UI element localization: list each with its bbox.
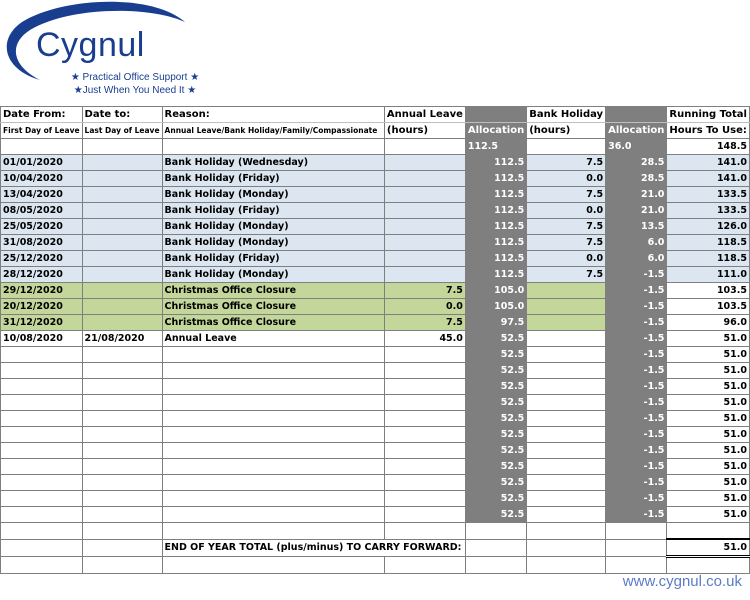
- date-to-cell: [82, 219, 162, 235]
- date-from-cell: 25/05/2020: [1, 219, 83, 235]
- bh-allocation-cell: 6.0: [606, 235, 667, 251]
- bank-holiday-cell: [527, 475, 606, 491]
- annual-leave-cell: [384, 491, 465, 507]
- running-total-cell: 103.5: [667, 283, 750, 299]
- running-total-cell: 126.0: [667, 219, 750, 235]
- running-total-cell: 133.5: [667, 203, 750, 219]
- running-total-cell: 111.0: [667, 267, 750, 283]
- table-row: [1, 235, 750, 251]
- bank-holiday-cell: [527, 363, 606, 379]
- running-total-cell: 51.0: [667, 363, 750, 379]
- date-from-cell: 08/05/2020: [1, 203, 83, 219]
- date-to-cell: [82, 363, 162, 379]
- annual-leave-cell: [384, 251, 465, 267]
- reason-cell: [162, 475, 384, 491]
- reason-cell: [162, 491, 384, 507]
- date-to-cell: [82, 283, 162, 299]
- col-subheader: First Day of Leave: [1, 123, 83, 139]
- bh-allocation-cell: 21.0: [606, 203, 667, 219]
- col-subheader: Allocation: [465, 123, 526, 139]
- date-to-cell: [82, 395, 162, 411]
- running-total-cell: 51.0: [667, 443, 750, 459]
- annual-leave-cell: 0.0: [384, 299, 465, 315]
- reason-cell: Bank Holiday (Wednesday): [162, 155, 384, 171]
- bank-holiday-cell: [527, 379, 606, 395]
- table-row: [1, 427, 750, 443]
- table-row: [1, 363, 750, 379]
- bh-allocation-cell: -1.5: [606, 267, 667, 283]
- date-to-cell: [82, 267, 162, 283]
- reason-cell: [162, 347, 384, 363]
- date-from-cell: 20/12/2020: [1, 299, 83, 315]
- date-to-cell: 21/08/2020: [82, 331, 162, 347]
- running-total-cell: 51.0: [667, 475, 750, 491]
- bank-holiday-cell: [527, 411, 606, 427]
- opening-bh-alloc: 36.0: [606, 139, 667, 155]
- bank-holiday-cell: 7.5: [527, 187, 606, 203]
- table-row: [1, 491, 750, 507]
- reason-cell: Bank Holiday (Monday): [162, 219, 384, 235]
- date-to-cell: [82, 203, 162, 219]
- running-total-cell: 51.0: [667, 411, 750, 427]
- running-total-cell: 103.5: [667, 299, 750, 315]
- annual-leave-cell: [384, 395, 465, 411]
- annual-leave-cell: [384, 187, 465, 203]
- annual-leave-cell: [384, 235, 465, 251]
- date-from-cell: [1, 459, 83, 475]
- al-allocation-cell: 112.5: [465, 251, 526, 267]
- al-allocation-cell: 52.5: [465, 379, 526, 395]
- table-row: [1, 283, 750, 299]
- date-to-cell: [82, 251, 162, 267]
- reason-cell: Bank Holiday (Friday): [162, 251, 384, 267]
- annual-leave-cell: [384, 459, 465, 475]
- date-to-cell: [82, 491, 162, 507]
- al-allocation-cell: 52.5: [465, 395, 526, 411]
- date-from-cell: [1, 475, 83, 491]
- opening-running: 148.5: [667, 139, 750, 155]
- opening-row: [1, 139, 750, 155]
- reason-cell: [162, 507, 384, 523]
- bank-holiday-cell: [527, 283, 606, 299]
- bh-allocation-cell: -1.5: [606, 507, 667, 523]
- date-from-cell: 13/04/2020: [1, 187, 83, 203]
- running-total-cell: 96.0: [667, 315, 750, 331]
- date-to-cell: [82, 347, 162, 363]
- annual-leave-cell: [384, 155, 465, 171]
- col-header: Running Total: [667, 107, 750, 123]
- reason-cell: [162, 395, 384, 411]
- table-row: [1, 219, 750, 235]
- bank-holiday-cell: [527, 395, 606, 411]
- reason-cell: Bank Holiday (Monday): [162, 267, 384, 283]
- reason-cell: [162, 459, 384, 475]
- col-header: Bank Holiday: [527, 107, 606, 123]
- bank-holiday-cell: [527, 491, 606, 507]
- reason-cell: [162, 443, 384, 459]
- running-total-cell: 141.0: [667, 155, 750, 171]
- date-from-cell: [1, 379, 83, 395]
- date-to-cell: [82, 155, 162, 171]
- running-total-cell: 51.0: [667, 427, 750, 443]
- table-row: [1, 507, 750, 523]
- table-row: [1, 171, 750, 187]
- bh-allocation-cell: -1.5: [606, 315, 667, 331]
- annual-leave-cell: [384, 507, 465, 523]
- header-row: [1, 107, 750, 123]
- date-from-cell: 10/08/2020: [1, 331, 83, 347]
- al-allocation-cell: 105.0: [465, 299, 526, 315]
- reason-cell: [162, 363, 384, 379]
- col-header: [606, 107, 667, 123]
- al-allocation-cell: 112.5: [465, 203, 526, 219]
- bank-holiday-cell: [527, 427, 606, 443]
- annual-leave-cell: 7.5: [384, 315, 465, 331]
- col-subheader: Last Day of Leave: [82, 123, 162, 139]
- bh-allocation-cell: -1.5: [606, 443, 667, 459]
- bh-allocation-cell: -1.5: [606, 411, 667, 427]
- bh-allocation-cell: 28.5: [606, 171, 667, 187]
- table-row: [1, 187, 750, 203]
- reason-cell: Bank Holiday (Friday): [162, 171, 384, 187]
- annual-leave-cell: [384, 267, 465, 283]
- col-subheader: Annual Leave/Bank Holiday/Family/Compassionate: [162, 123, 384, 139]
- al-allocation-cell: 52.5: [465, 427, 526, 443]
- footer-row: [1, 539, 750, 557]
- leave-table: [0, 106, 750, 574]
- al-allocation-cell: 52.5: [465, 331, 526, 347]
- col-subheader: Allocation: [606, 123, 667, 139]
- table-row: [1, 299, 750, 315]
- brand-name: Cygnul: [36, 26, 145, 64]
- al-allocation-cell: 52.5: [465, 459, 526, 475]
- annual-leave-cell: [384, 347, 465, 363]
- date-from-cell: 31/08/2020: [1, 235, 83, 251]
- bh-allocation-cell: 28.5: [606, 155, 667, 171]
- date-from-cell: 25/12/2020: [1, 251, 83, 267]
- date-to-cell: [82, 315, 162, 331]
- al-allocation-cell: 112.5: [465, 187, 526, 203]
- table-row: [1, 379, 750, 395]
- date-from-cell: 01/01/2020: [1, 155, 83, 171]
- bh-allocation-cell: -1.5: [606, 395, 667, 411]
- date-from-cell: 28/12/2020: [1, 267, 83, 283]
- spacer-row: [1, 523, 750, 540]
- running-total-cell: 51.0: [667, 459, 750, 475]
- al-allocation-cell: 52.5: [465, 411, 526, 427]
- date-to-cell: [82, 235, 162, 251]
- date-from-cell: [1, 395, 83, 411]
- date-to-cell: [82, 507, 162, 523]
- date-to-cell: [82, 187, 162, 203]
- date-from-cell: [1, 491, 83, 507]
- running-total-cell: 51.0: [667, 395, 750, 411]
- bh-allocation-cell: 6.0: [606, 251, 667, 267]
- running-total-cell: 51.0: [667, 379, 750, 395]
- table-row: [1, 443, 750, 459]
- table-row: [1, 411, 750, 427]
- bh-allocation-cell: 21.0: [606, 187, 667, 203]
- running-total-cell: 51.0: [667, 491, 750, 507]
- running-total-cell: 141.0: [667, 171, 750, 187]
- date-from-cell: [1, 363, 83, 379]
- bank-holiday-cell: 7.5: [527, 155, 606, 171]
- running-total-cell: 51.0: [667, 331, 750, 347]
- date-from-cell: 31/12/2020: [1, 315, 83, 331]
- reason-cell: [162, 411, 384, 427]
- al-allocation-cell: 52.5: [465, 507, 526, 523]
- annual-leave-cell: [384, 171, 465, 187]
- bh-allocation-cell: -1.5: [606, 459, 667, 475]
- reason-cell: Bank Holiday (Monday): [162, 235, 384, 251]
- table-row: [1, 267, 750, 283]
- spacer-row: [1, 557, 750, 574]
- reason-cell: Christmas Office Closure: [162, 315, 384, 331]
- date-from-cell: [1, 411, 83, 427]
- annual-leave-cell: [384, 411, 465, 427]
- bank-holiday-cell: [527, 315, 606, 331]
- date-to-cell: [82, 427, 162, 443]
- bank-holiday-cell: [527, 507, 606, 523]
- bank-holiday-cell: 0.0: [527, 171, 606, 187]
- bh-allocation-cell: 13.5: [606, 219, 667, 235]
- col-header: Date to:: [82, 107, 162, 123]
- annual-leave-cell: [384, 427, 465, 443]
- bank-holiday-cell: 0.0: [527, 203, 606, 219]
- bank-holiday-cell: [527, 459, 606, 475]
- table-row: [1, 459, 750, 475]
- al-allocation-cell: 52.5: [465, 443, 526, 459]
- al-allocation-cell: 97.5: [465, 315, 526, 331]
- annual-leave-cell: [384, 203, 465, 219]
- reason-cell: Christmas Office Closure: [162, 283, 384, 299]
- bank-holiday-cell: 7.5: [527, 219, 606, 235]
- reason-cell: Christmas Office Closure: [162, 299, 384, 315]
- running-total-cell: 51.0: [667, 347, 750, 363]
- bank-holiday-cell: [527, 299, 606, 315]
- reason-cell: Bank Holiday (Friday): [162, 203, 384, 219]
- footer-label: END OF YEAR TOTAL (plus/minus) TO CARRY FORWARD:: [162, 539, 465, 557]
- running-total-cell: 133.5: [667, 187, 750, 203]
- date-to-cell: [82, 411, 162, 427]
- date-from-cell: 29/12/2020: [1, 283, 83, 299]
- al-allocation-cell: 105.0: [465, 283, 526, 299]
- date-to-cell: [82, 443, 162, 459]
- annual-leave-cell: [384, 379, 465, 395]
- bank-holiday-cell: 7.5: [527, 235, 606, 251]
- bank-holiday-cell: [527, 443, 606, 459]
- bank-holiday-cell: 0.0: [527, 251, 606, 267]
- bh-allocation-cell: -1.5: [606, 363, 667, 379]
- table-row: [1, 155, 750, 171]
- date-to-cell: [82, 299, 162, 315]
- date-from-cell: 10/04/2020: [1, 171, 83, 187]
- annual-leave-cell: 7.5: [384, 283, 465, 299]
- table-row: [1, 347, 750, 363]
- al-allocation-cell: 112.5: [465, 155, 526, 171]
- running-total-cell: 118.5: [667, 251, 750, 267]
- table-row: [1, 331, 750, 347]
- date-to-cell: [82, 475, 162, 491]
- table-row: [1, 251, 750, 267]
- reason-cell: Annual Leave: [162, 331, 384, 347]
- bh-allocation-cell: -1.5: [606, 283, 667, 299]
- date-to-cell: [82, 459, 162, 475]
- bh-allocation-cell: -1.5: [606, 347, 667, 363]
- footer-total: 51.0: [667, 539, 750, 557]
- date-from-cell: [1, 507, 83, 523]
- col-subheader: (hours): [527, 123, 606, 139]
- annual-leave-cell: [384, 219, 465, 235]
- annual-leave-cell: [384, 363, 465, 379]
- date-to-cell: [82, 379, 162, 395]
- date-to-cell: [82, 171, 162, 187]
- bank-holiday-cell: [527, 331, 606, 347]
- bh-allocation-cell: -1.5: [606, 379, 667, 395]
- table-row: [1, 315, 750, 331]
- bank-holiday-cell: 7.5: [527, 267, 606, 283]
- bh-allocation-cell: -1.5: [606, 491, 667, 507]
- subheader-row: [1, 123, 750, 139]
- table-row: [1, 475, 750, 491]
- al-allocation-cell: 112.5: [465, 235, 526, 251]
- table-row: [1, 203, 750, 219]
- bank-holiday-cell: [527, 347, 606, 363]
- al-allocation-cell: 52.5: [465, 363, 526, 379]
- opening-al-alloc: 112.5: [465, 139, 526, 155]
- col-header: Date From:: [1, 107, 83, 123]
- al-allocation-cell: 112.5: [465, 267, 526, 283]
- col-subheader: (hours): [384, 123, 465, 139]
- running-total-cell: 51.0: [667, 507, 750, 523]
- bh-allocation-cell: -1.5: [606, 475, 667, 491]
- col-header: [465, 107, 526, 123]
- reason-cell: [162, 379, 384, 395]
- tagline-1: ★ Practical Office Support ★: [70, 72, 200, 83]
- al-allocation-cell: 112.5: [465, 171, 526, 187]
- annual-leave-cell: [384, 475, 465, 491]
- col-subheader: Hours To Use:: [667, 123, 750, 139]
- running-total-cell: 118.5: [667, 235, 750, 251]
- table-row: [1, 395, 750, 411]
- al-allocation-cell: 52.5: [465, 347, 526, 363]
- website-url[interactable]: www.cygnul.co.uk: [622, 573, 742, 590]
- tagline-2: ★Just When You Need It ★: [73, 85, 197, 96]
- date-from-cell: [1, 443, 83, 459]
- bh-allocation-cell: -1.5: [606, 299, 667, 315]
- annual-leave-cell: 45.0: [384, 331, 465, 347]
- date-from-cell: [1, 427, 83, 443]
- bh-allocation-cell: -1.5: [606, 427, 667, 443]
- al-allocation-cell: 52.5: [465, 475, 526, 491]
- al-allocation-cell: 112.5: [465, 219, 526, 235]
- reason-cell: Bank Holiday (Monday): [162, 187, 384, 203]
- date-from-cell: [1, 347, 83, 363]
- col-header: Annual Leave: [384, 107, 465, 123]
- annual-leave-cell: [384, 443, 465, 459]
- al-allocation-cell: 52.5: [465, 491, 526, 507]
- bh-allocation-cell: -1.5: [606, 331, 667, 347]
- col-header: Reason:: [162, 107, 384, 123]
- reason-cell: [162, 427, 384, 443]
